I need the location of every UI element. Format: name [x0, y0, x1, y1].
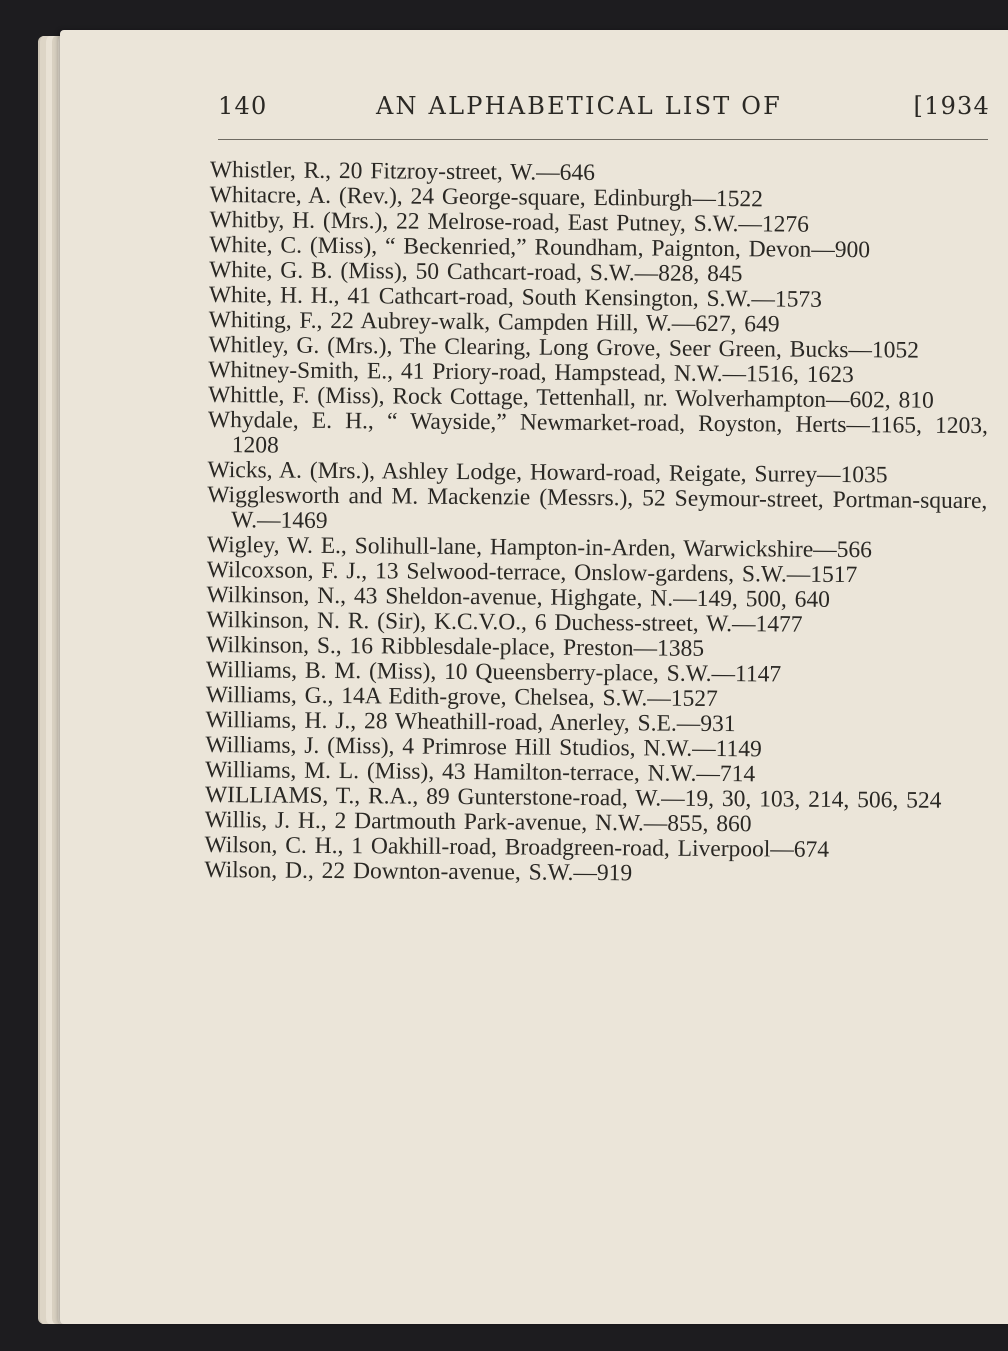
list-entry: Whitley, G. (Mrs.), The Clearing, Long Grove, Seer Green, Bucks—1052	[208, 331, 920, 364]
list-entry: Williams, G., 14A Edith-grove, Chelsea, S.W.—1527	[205, 681, 718, 713]
running-header	[218, 92, 990, 132]
entry-list	[204, 158, 990, 889]
list-entry: Wilson, C. H., 1 Oakhill-road, Broadgreen-road, Liverpool—674	[204, 831, 830, 863]
list-entry: Wicks, A. (Mrs.), Ashley Lodge, Howard-road, Reigate, Surrey—1035	[207, 456, 888, 489]
header-rule	[218, 139, 988, 140]
list-entry: White, H. H., 41 Cathcart-road, South Kensington, S.W.—1573	[208, 281, 822, 313]
list-entry: Wilkinson, S., 16 Ribblesdale-place, Preston—1385	[206, 631, 705, 662]
list-entry: Whistler, R., 20 Fitzroy-street, W.—646	[209, 157, 595, 187]
list-entry: White, C. (Miss), “ Beckenried,” Roundham, Paignton, Devon—900	[209, 231, 871, 264]
list-entry: Whitby, H. (Mrs.), 22 Melrose-road, East Putney, S.W.—1276	[209, 206, 810, 238]
list-entry: Wigley, W. E., Solihull-lane, Hampton-in-Arden, Warwickshire—566	[206, 531, 873, 564]
running-title: AN ALPHABETICAL LIST OF	[376, 92, 782, 120]
page-number: 140	[218, 92, 268, 120]
list-entry: Whydale, E. H., “ Wayside,” Newmarket-road, Royston, Herts—1165, 1203, 1208	[207, 406, 989, 459]
list-entry: Williams, M. L. (Miss), 43 Hamilton-terrace, N.W.—714	[205, 756, 756, 788]
list-entry: White, G. B. (Miss), 50 Cathcart-road, S.W.—828, 845	[209, 256, 743, 288]
list-entry: Williams, J. (Miss), 4 Primrose Hill Studios, N.W.—1149	[205, 731, 762, 763]
list-entry: Willis, J. H., 2 Dartmouth Park-avenue, N.W.—855, 860	[204, 806, 752, 838]
list-entry: WILLIAMS, T., R.A., 89 Gunterstone-road, W.—19, 30, 103, 214, 506, 524	[204, 781, 942, 814]
list-entry: Wilkinson, N., 43 Sheldon-avenue, Highgate, N.—149, 500, 640	[206, 581, 830, 613]
list-entry: Wilkinson, N. R. (Sir), K.C.V.O., 6 Duchess-street, W.—1477	[206, 606, 803, 638]
list-entry: Wigglesworth and M. Mackenzie (Messrs.), 52 Seymour-street, Portman-square, W.—1469	[207, 481, 988, 534]
header-year: [1934	[913, 92, 990, 120]
list-entry: Whittle, F. (Miss), Rock Cottage, Tettenhall, nr. Wolverhampton—602, 810	[208, 381, 934, 414]
list-entry: Wilcoxson, F. J., 13 Selwood-terrace, Onslow-gardens, S.W.—1517	[206, 556, 858, 589]
list-entry: Whitacre, A. (Rev.), 24 George-square, Edinburgh—1522	[209, 181, 763, 213]
list-entry: Williams, H. J., 28 Wheathill-road, Anerley, S.E.—931	[205, 706, 736, 738]
list-entry: Williams, B. M. (Miss), 10 Queensberry-place, S.W.—1147	[205, 656, 782, 688]
list-entry: Whitney-Smith, E., 41 Priory-road, Hampstead, N.W.—1516, 1623	[208, 356, 854, 389]
list-entry: Wilson, D., 22 Downton-avenue, S.W.—919	[204, 856, 633, 887]
list-entry: Whiting, F., 22 Aubrey-walk, Campden Hill, W.—627, 649	[208, 306, 780, 338]
